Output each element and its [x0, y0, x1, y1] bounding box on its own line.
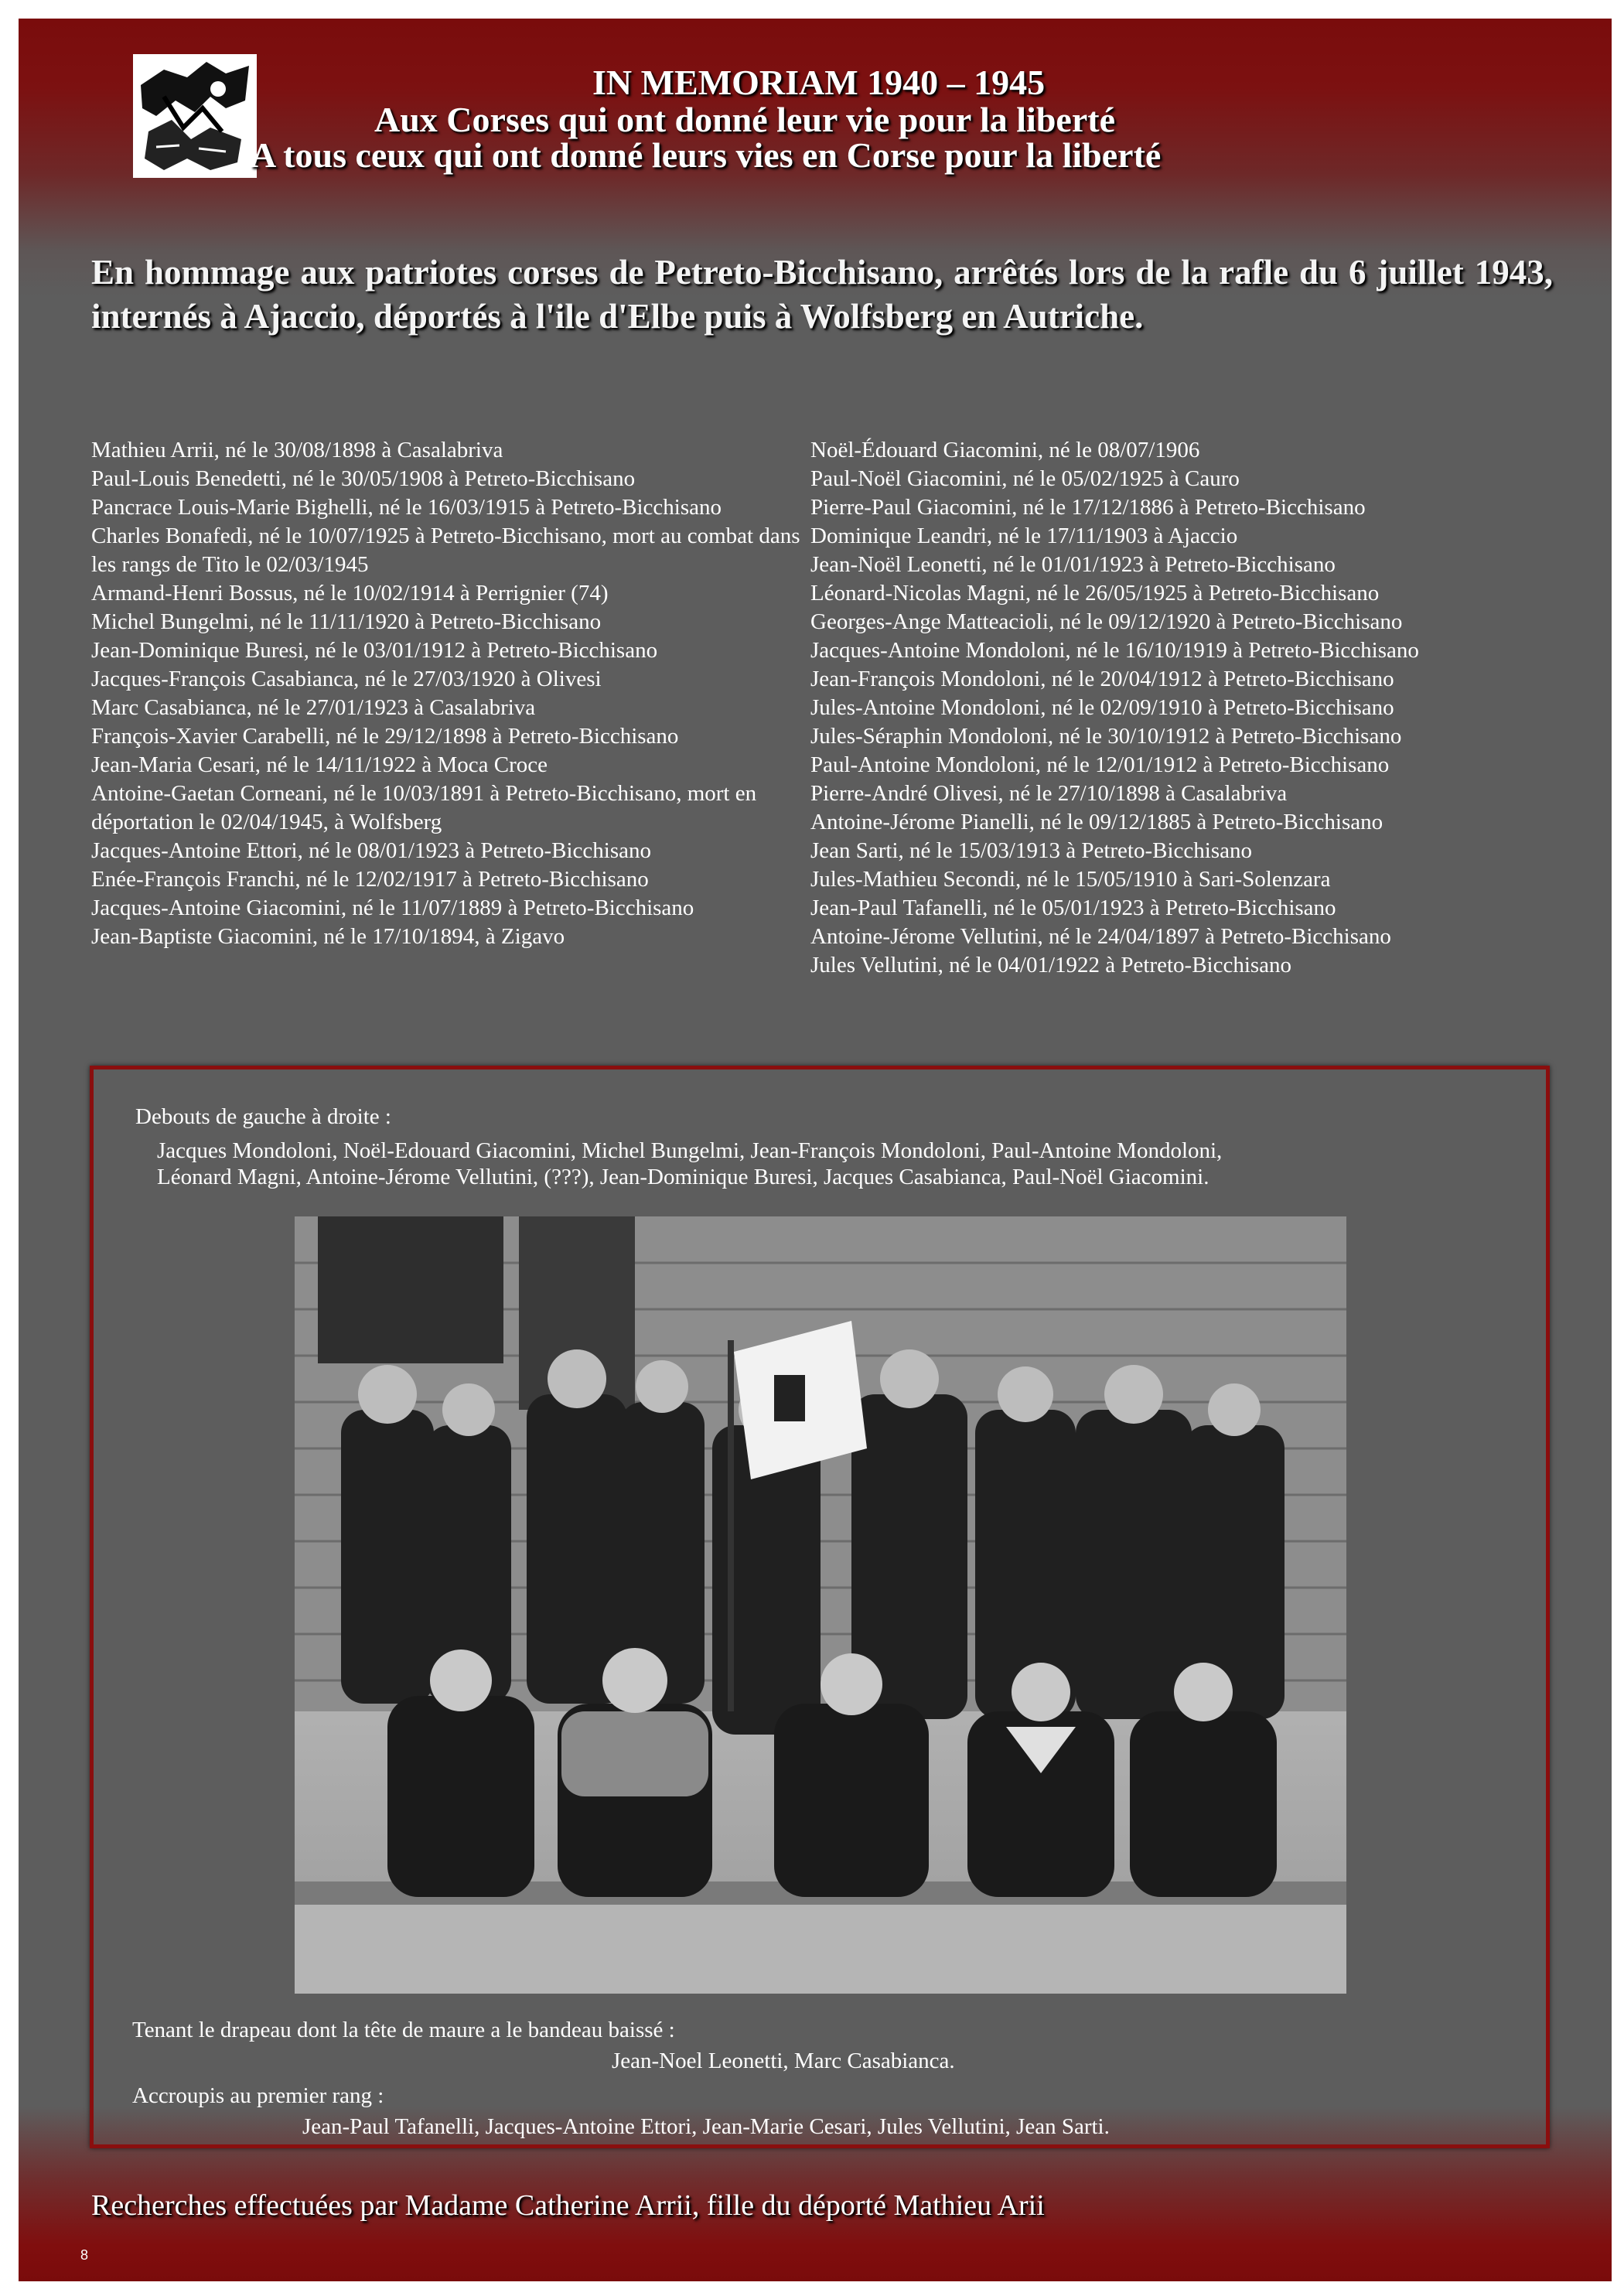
deportee-entry: Enée-François Franchi, né le 12/02/1917 à Petreto-Bicchisano — [91, 867, 649, 892]
caption-flag-label: Tenant le drapeau dont la tête de maure a le bandeau baissé : — [132, 2018, 675, 2042]
deportee-entry: Jean-Paul Tafanelli, né le 05/01/1923 à Petreto-Bicchisano — [810, 896, 1336, 920]
deportee-entry: Jules-Mathieu Secondi, né le 15/05/1910 à Sari-Solenzara — [810, 867, 1331, 892]
deportee-entry: Pierre-André Olivesi, né le 27/10/1898 à Casalabriva — [810, 781, 1288, 806]
deportee-entry: François-Xavier Carabelli, né le 29/12/1898 à Petreto-Bicchisano — [91, 724, 679, 749]
deportee-entry: Jacques-Antoine Ettori, né le 08/01/1923 à Petreto-Bicchisano — [91, 838, 652, 863]
deportee-entry: Marc Casabianca, né le 27/01/1923 à Casalabriva — [91, 695, 536, 720]
deportee-entry: Paul-Noël Giacomini, né le 05/02/1925 à Cauro — [810, 466, 1240, 491]
caption-standing-label: Debouts de gauche à droite : — [135, 1104, 391, 1129]
deportee-entry: Noël-Édouard Giacomini, né le 08/07/1906 — [810, 438, 1200, 462]
intro-text: En hommage aux patriotes corses de Petreto-Bicchisano, arrêtés lors de la rafle du 6 juillet 1943, internés à Ajaccio, déportés à l'ile d'Elbe puis à Wolfsberg en Autriche. — [91, 253, 1553, 336]
deportee-entry: Jacques-François Casabianca, né le 27/03/1920 à Olivesi — [91, 667, 602, 691]
deportee-entry: Jules-Antoine Mondoloni, né le 02/09/1910 à Petreto-Bicchisano — [810, 695, 1394, 720]
deportee-entry: Paul-Louis Benedetti, né le 30/05/1908 à Petreto-Bicchisano — [91, 466, 636, 491]
caption-standing-names-2: Léonard Magni, Antoine-Jérome Vellutini, (???), Jean-Dominique Buresi, Jacques Casabianca, Paul-Noël Giacomini. — [157, 1165, 1209, 1189]
memorial-page — [19, 19, 1612, 2281]
deportee-entry: Paul-Antoine Mondoloni, né le 12/01/1912 à Petreto-Bicchisano — [810, 752, 1390, 777]
deportee-entry: Jules Vellutini, né le 04/01/1922 à Petreto-Bicchisano — [810, 953, 1292, 977]
deportee-entry: Antoine-Gaetan Corneani, né le 10/03/1891 à Petreto-Bicchisano, mort en déportation le 02/04/1945, à Wolfsberg — [91, 781, 757, 834]
deportee-entry: Armand-Henri Bossus, né le 10/02/1914 à Perrignier (74) — [91, 581, 609, 606]
logo-image — [133, 54, 257, 178]
intro-paragraph — [91, 251, 1553, 339]
deportee-entry: Antoine-Jérome Pianelli, né le 09/12/1885 à Petreto-Bicchisano — [810, 810, 1383, 834]
deportee-entry: Jean-Dominique Buresi, né le 03/01/1912 à Petreto-Bicchisano — [91, 638, 658, 663]
photo-frame — [90, 1066, 1550, 2148]
deportee-entry: Jacques-Antoine Giacomini, né le 11/07/1889 à Petreto-Bicchisano — [91, 896, 694, 920]
deportees-list-left — [91, 436, 814, 951]
deportee-entry: Jean-Maria Cesari, né le 14/11/1922 à Moca Croce — [91, 752, 548, 777]
header-subtitle-1: Aux Corses qui ont donné leur vie pour la liberté — [374, 100, 1115, 139]
deportees-list-right — [810, 436, 1592, 980]
deportee-entry: Michel Bungelmi, né le 11/11/1920 à Petreto-Bicchisano — [91, 609, 602, 634]
group-photo — [295, 1216, 1346, 1994]
caption-flag-names: Jean-Noel Leonetti, Marc Casabianca. — [612, 2049, 955, 2073]
page-number: 8 — [80, 2247, 89, 2263]
deportee-entry: Dominique Leandri, né le 17/11/1903 à Ajaccio — [810, 524, 1238, 548]
deportee-entry: Charles Bonafedi, né le 10/07/1925 à Petreto-Bicchisano, mort au combat dans les rangs de Tito le 02/03/1945 — [91, 524, 800, 577]
header-subtitle-2: A tous ceux qui ont donné leurs vies en Corse pour la liberté — [251, 135, 1162, 175]
deportee-entry: Jacques-Antoine Mondoloni, né le 16/10/1919 à Petreto-Bicchisano — [810, 638, 1419, 663]
deportee-entry: Pancrace Louis-Marie Bighelli, né le 16/03/1915 à Petreto-Bicchisano — [91, 495, 722, 520]
caption-crouching-names: Jean-Paul Tafanelli, Jacques-Antoine Ettori, Jean-Marie Cesari, Jules Vellutini, Jean Sarti. — [302, 2114, 1110, 2139]
deportee-entry: Pierre-Paul Giacomini, né le 17/12/1886 à Petreto-Bicchisano — [810, 495, 1366, 520]
deportee-entry: Jean-François Mondoloni, né le 20/04/1912 à Petreto-Bicchisano — [810, 667, 1394, 691]
caption-crouching-label: Accroupis au premier rang : — [132, 2083, 384, 2108]
research-credit: Recherches effectuées par Madame Catherine Arrii, fille du déporté Mathieu Arii — [91, 2189, 1045, 2222]
deportee-entry: Jean Sarti, né le 15/03/1913 à Petreto-Bicchisano — [810, 838, 1252, 863]
caption-standing-names-1: Jacques Mondoloni, Noël-Edouard Giacomini, Michel Bungelmi, Jean-François Mondoloni, Paul-Antoine Mondoloni, — [157, 1138, 1223, 1163]
deportee-entry: Jean-Noël Leonetti, né le 01/01/1923 à Petreto-Bicchisano — [810, 552, 1336, 577]
deportee-entry: Antoine-Jérome Vellutini, né le 24/04/1897 à Petreto-Bicchisano — [810, 924, 1391, 949]
deportee-entry: Jules-Séraphin Mondoloni, né le 30/10/1912 à Petreto-Bicchisano — [810, 724, 1402, 749]
deportee-entry: Jean-Baptiste Giacomini, né le 17/10/1894, à Zigavo — [91, 924, 565, 949]
deportee-entry: Léonard-Nicolas Magni, né le 26/05/1925 à Petreto-Bicchisano — [810, 581, 1380, 606]
deportee-entry: Georges-Ange Matteacioli, né le 09/12/1920 à Petreto-Bicchisano — [810, 609, 1403, 634]
header-title: IN MEMORIAM 1940 – 1945 — [592, 63, 1046, 102]
deportee-entry: Mathieu Arrii, né le 30/08/1898 à Casalabriva — [91, 438, 503, 462]
